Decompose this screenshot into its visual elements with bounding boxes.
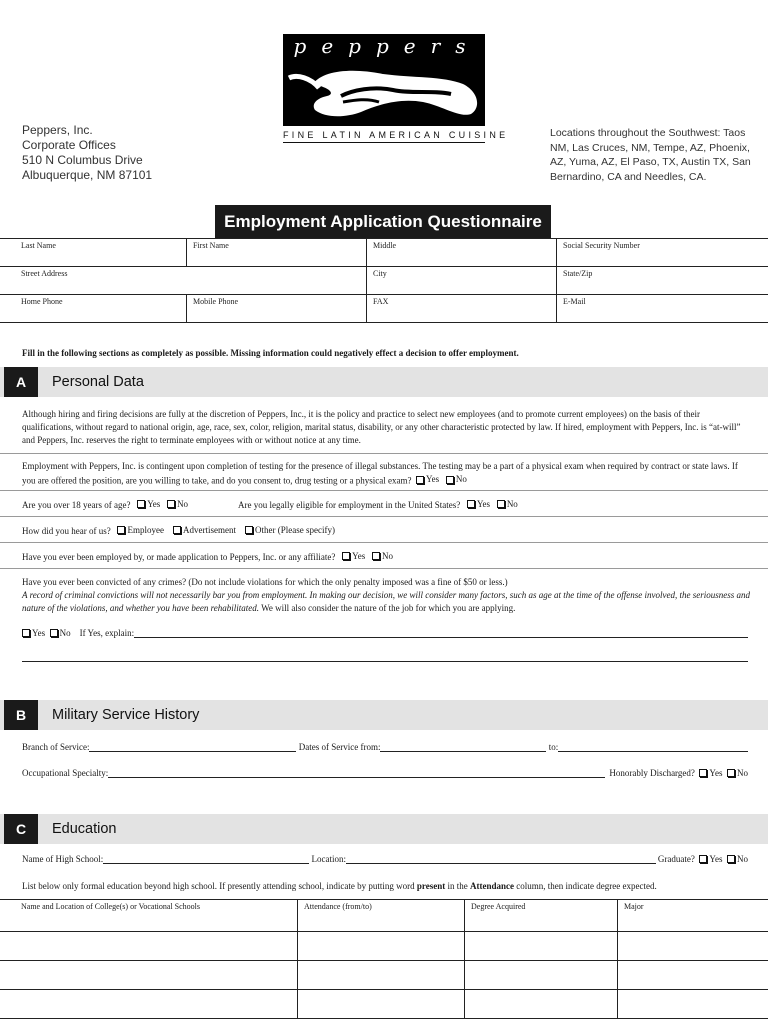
conviction-block [22, 576, 752, 615]
last-name-field[interactable]: Last Name [0, 239, 187, 266]
checkbox-icon [22, 629, 30, 637]
section-b-header [0, 700, 768, 730]
middle-name-field[interactable]: Middle [367, 239, 557, 266]
conviction-question: Have you ever been convicted of any crimes? (Do not include violations for which the only penalty imposed was a fine of $50 or less.) [22, 577, 508, 587]
corporate-address [22, 123, 152, 183]
contact-grid [0, 238, 768, 323]
testing-yes-checkbox[interactable]: Yes [416, 473, 439, 486]
degree-cell[interactable] [465, 961, 618, 989]
section-a-header [0, 367, 768, 397]
section-c-header [0, 814, 768, 844]
graduate-yes-checkbox[interactable]: Yes [699, 854, 722, 864]
checkbox-icon [446, 476, 454, 484]
service-dates-row [22, 742, 748, 752]
employed-yes-checkbox[interactable]: Yes [342, 551, 365, 561]
hear-other-checkbox[interactable]: Other (Please specify) [245, 525, 335, 535]
branch-label: Branch of Service: [22, 742, 90, 752]
peppers-logo [283, 34, 509, 146]
city-field[interactable]: City [367, 267, 557, 294]
branch-input[interactable] [89, 743, 296, 752]
eligible-no-checkbox[interactable]: No [497, 499, 518, 509]
policy-paragraph: Although hiring and firing decisions are fully at the discretion of Peppers, Inc., it is the policy and practice to select new employees (and to promote current employees) on the basis of their qualifications, without regard to national origin, age, race, sex, color, religion, marital status, disability, or any other characteristic protected by law. If hired, employment with Peppers, Inc. is “at-will” and Peppers, Inc. reserves the right to terminate employees with or without notice at any time. [22, 409, 741, 445]
street: 510 N Columbus Drive [22, 153, 143, 167]
discharged-label: Honorably Discharged? [609, 768, 695, 778]
attendance-cell[interactable] [298, 961, 465, 989]
specialty-label: Occupational Specialty: [22, 768, 109, 778]
section-title: Education [52, 821, 117, 837]
checkbox-icon [342, 552, 350, 560]
email-field[interactable]: E-Mail [563, 297, 586, 306]
testing-paragraph [22, 460, 752, 488]
fax-field[interactable]: FAX [367, 295, 557, 322]
graduate-no-checkbox[interactable]: No [727, 854, 748, 864]
employed-question: Have you ever been employed by, or made application to Peppers, Inc. or any affiliate? [22, 552, 336, 562]
testing-text: Employment with Peppers, Inc. is contingent upon completion of testing for the presence of illegal substances. The testing may be a part of a physical exam when required by contract or state laws. If you are offered the position, are you willing to take, and do you consent to, drug testing or a physical exam? [22, 461, 738, 486]
table-header: Degree Acquired [465, 900, 618, 931]
checkbox-icon [497, 500, 505, 508]
major-cell[interactable] [618, 990, 768, 1018]
checkbox-icon [699, 855, 707, 863]
intro-instructions: Fill in the following sections as completely as possible. Missing information could negatively effect a decision to offer employment. [22, 348, 519, 358]
checkbox-icon [467, 500, 475, 508]
education-table [0, 899, 768, 1019]
table-header: Name and Location of College(s) or Vocational Schools [0, 900, 298, 931]
checkbox-icon [137, 500, 145, 508]
attendance-cell[interactable] [298, 990, 465, 1018]
section-title: Personal Data [52, 374, 144, 390]
home-phone-field[interactable]: Home Phone [0, 295, 187, 322]
conviction-note: A record of criminal convictions will not necessarily bar you from employment. In making our decision, we will consider many factors, such as age at the time of the offense involved, the seriousness and nature of the violations, and whether you have been rehabilitated. [22, 590, 750, 613]
chile-pepper-icon [283, 56, 485, 126]
locations-text: Locations throughout the Southwest: Taos NM, Las Cruces, NM, Tempe, AZ, Phoenix, AZ, Yuma, AZ, El Paso, TX, Austin TX, San Bernardino, CA and Needles, CA. [550, 127, 751, 183]
divider [0, 516, 768, 517]
first-name-field[interactable]: First Name [187, 239, 367, 266]
form-title: Employment Application Questionnaire [215, 205, 551, 238]
testing-no-checkbox[interactable]: No [446, 473, 467, 486]
specialty-row [22, 768, 748, 778]
street-address-field[interactable]: Street Address [0, 267, 367, 294]
conviction-no-checkbox[interactable]: No [50, 628, 71, 638]
location-label: Location: [311, 854, 346, 864]
conviction-note-2: We will also consider the nature of the job for which you are applying. [261, 603, 516, 613]
state-zip-field[interactable]: State/Zip [563, 269, 593, 278]
checkbox-icon [372, 552, 380, 560]
checkbox-icon [117, 526, 125, 534]
hear-ad-checkbox[interactable]: Advertisement [173, 525, 236, 535]
section-letter: A [4, 367, 38, 397]
table-header: Attendance (from/to) [298, 900, 465, 931]
hear-employee-checkbox[interactable]: Employee [117, 525, 164, 535]
logo-rule [283, 142, 485, 143]
school-cell[interactable] [0, 990, 298, 1018]
office-type: Corporate Offices [22, 138, 116, 152]
hear-question: How did you hear of us? [22, 526, 111, 536]
divider [0, 568, 768, 569]
checkbox-icon [727, 769, 735, 777]
age-yes-checkbox[interactable]: Yes [137, 499, 160, 509]
checkbox-icon [50, 629, 58, 637]
divider [0, 542, 768, 543]
checkbox-icon [699, 769, 707, 777]
discharged-no-checkbox[interactable]: No [727, 768, 748, 778]
divider [0, 490, 768, 491]
dates-to-label: to: [548, 742, 559, 752]
checkbox-icon [727, 855, 735, 863]
checkbox-icon [245, 526, 253, 534]
high-school-input[interactable] [103, 855, 309, 864]
eligible-question: Are you legally eligible for employment in the United States? [238, 500, 461, 510]
section-letter: B [4, 700, 38, 730]
explain-line-1[interactable] [134, 629, 748, 638]
explain-line-2[interactable] [22, 661, 748, 662]
hear-question-row [22, 525, 335, 536]
age-question: Are you over 18 years of age? [22, 500, 131, 510]
age-question-row [22, 499, 188, 510]
high-school-label: Name of High School: [22, 854, 104, 864]
city-state-zip: Albuquerque, NM 87101 [22, 168, 153, 182]
conviction-yes-checkbox[interactable]: Yes [22, 628, 45, 638]
employed-question-row [22, 551, 393, 562]
ssn-field[interactable]: Social Security Number [563, 241, 640, 250]
explain-label: If Yes, explain: [79, 628, 135, 638]
graduate-label: Graduate? [657, 854, 695, 864]
degree-cell[interactable] [465, 990, 618, 1018]
logo-tagline: FINE LATIN AMERICAN CUISINE [283, 130, 509, 140]
age-no-checkbox[interactable]: No [167, 499, 188, 509]
conviction-answer-row [22, 628, 748, 638]
dates-from-input[interactable] [380, 743, 546, 752]
high-school-row [22, 854, 748, 864]
table-row [0, 960, 768, 989]
eligible-yes-checkbox[interactable]: Yes [467, 499, 490, 509]
major-cell[interactable] [618, 932, 768, 960]
specialty-input[interactable] [108, 769, 605, 778]
dates-from-label: Dates of Service from: [298, 742, 381, 752]
table-row [0, 989, 768, 1019]
school-cell[interactable] [0, 932, 298, 960]
major-cell[interactable] [618, 961, 768, 989]
school-cell[interactable] [0, 961, 298, 989]
dates-to-input[interactable] [558, 743, 748, 752]
checkbox-icon [167, 500, 175, 508]
degree-cell[interactable] [465, 932, 618, 960]
mobile-phone-field[interactable]: Mobile Phone [187, 295, 367, 322]
checkbox-icon [173, 526, 181, 534]
employed-no-checkbox[interactable]: No [372, 551, 393, 561]
location-input[interactable] [346, 855, 656, 864]
attendance-cell[interactable] [298, 932, 465, 960]
logo-wordmark: peppers [293, 34, 481, 58]
discharged-yes-checkbox[interactable]: Yes [699, 768, 722, 778]
section-letter: C [4, 814, 38, 844]
table-header: Major [624, 902, 644, 911]
company-name: Peppers, Inc. [22, 123, 93, 137]
section-title: Military Service History [52, 707, 200, 723]
divider [0, 453, 768, 454]
eligible-question-row [238, 499, 518, 510]
table-row [0, 931, 768, 960]
education-instructions: List below only formal education beyond high school. If presently attending school, indicate by putting word present in the Attendance column, then indicate degree expected. [22, 881, 657, 891]
checkbox-icon [416, 476, 424, 484]
